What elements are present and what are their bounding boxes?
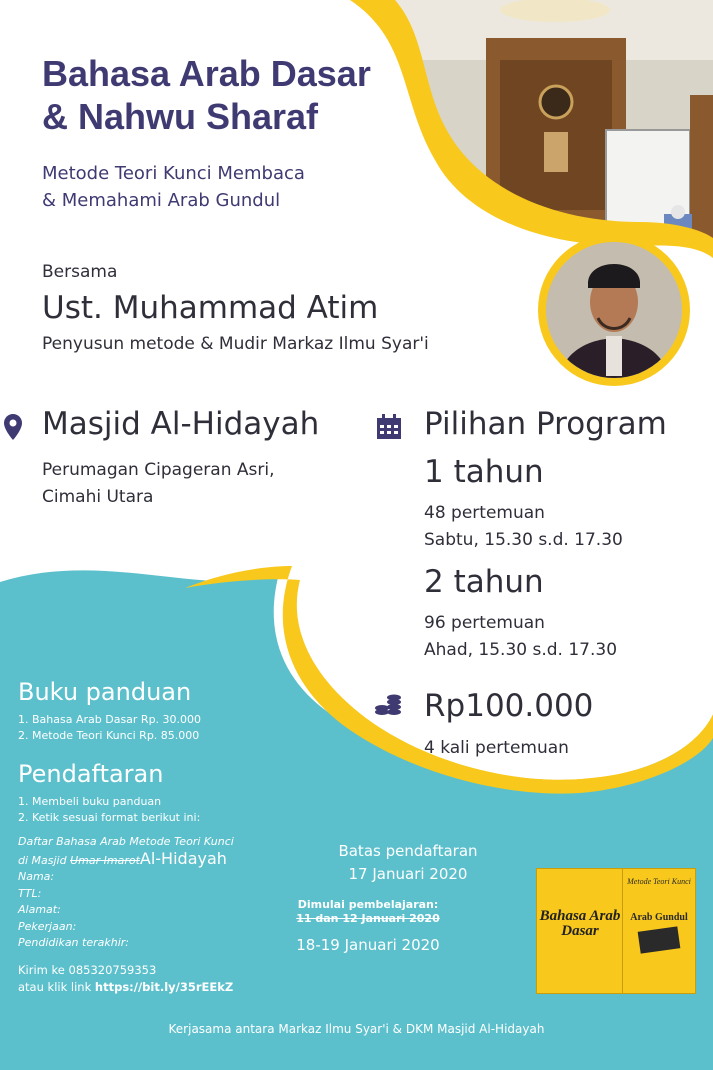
- deadline-label: Batas pendaftaran: [338, 842, 478, 860]
- location-address: [42, 457, 332, 511]
- format-field-address: Alamat:: [18, 903, 61, 916]
- books-list: [18, 712, 201, 744]
- registration-step-2: 2. Ketik sesuai format berikut ini:: [18, 811, 201, 824]
- registration-heading: Pendaftaran: [18, 760, 164, 788]
- price-note: 4 kali pertemuan: [424, 738, 569, 758]
- map-pin-icon: [4, 414, 22, 440]
- books-item-1: 1. Bahasa Arab Dasar Rp. 30.000: [18, 713, 202, 726]
- program-option-1-meetings: 48 pertemuan: [424, 503, 545, 523]
- program-option-2-schedule: Ahad, 15.30 s.d. 17.30: [424, 640, 618, 660]
- format-line-2-prefix: di Masjid: [18, 853, 67, 867]
- books-item-2: 2. Metode Teori Kunci Rp. 85.000: [18, 729, 200, 742]
- registration-steps: [18, 794, 200, 826]
- book-cover-1: [536, 868, 624, 994]
- program-option-2-details: [424, 610, 617, 664]
- program-title: Pilihan Program: [424, 406, 667, 442]
- contact-phone: Kirim ke 085320759353: [18, 963, 157, 977]
- price-amount: Rp100.000: [424, 688, 594, 724]
- book-cover-2-title: Arab Gundul: [630, 912, 688, 923]
- address-line-1: Perumagan Cipageran Asri,: [42, 460, 275, 480]
- book-cover-1-title: Bahasa Arab Dasar: [539, 908, 621, 939]
- contact-link-line: [18, 979, 233, 996]
- subtitle-line-1: Metode Teori Kunci Membaca: [42, 163, 305, 184]
- book-cover-2-image: [638, 926, 681, 953]
- speaker-name: Ust. Muhammad Atim: [42, 290, 379, 326]
- calendar-icon: [376, 414, 402, 440]
- speaker-role: Penyusun metode & Mudir Markaz Ilmu Syar'i: [42, 334, 429, 354]
- event-subtitle: [42, 160, 305, 214]
- program-option-1-schedule: Sabtu, 15.30 s.d. 17.30: [424, 530, 623, 550]
- program-option-1-name: 1 tahun: [424, 454, 544, 490]
- format-line-2-venue: Al-Hidayah: [139, 848, 227, 868]
- program-option-2-name: 2 tahun: [424, 564, 544, 600]
- books-heading: Buku panduan: [18, 678, 192, 706]
- deadline-block: [310, 840, 506, 886]
- format-line-2: [18, 848, 288, 870]
- registration-format: [18, 834, 288, 952]
- format-line-2-struck: Umar Imarot: [70, 853, 140, 867]
- registration-step-1: 1. Membeli buku panduan: [18, 795, 162, 808]
- book-cover-2-header: Metode Teori Kunci: [627, 877, 691, 886]
- deadline-date: 17 Januari 2020: [348, 865, 468, 883]
- format-field-job: Pekerjaan:: [18, 919, 77, 933]
- contact-link-prefix: atau klik link: [18, 980, 92, 994]
- format-field-ttl: TTL:: [18, 886, 42, 900]
- program-option-2-meetings: 96 pertemuan: [424, 613, 545, 633]
- title-line-2: & Nahwu Sharaf: [42, 96, 319, 137]
- event-title: [42, 52, 462, 138]
- program-option-1-details: [424, 500, 623, 554]
- format-field-education: Pendidikan terakhir:: [18, 936, 129, 949]
- start-label: Dimulai pembelajaran:: [297, 898, 439, 911]
- start-new-date: 18-19 Januari 2020: [296, 936, 440, 954]
- format-line-1: Daftar Bahasa Arab Metode Teori Kunci: [18, 835, 234, 848]
- speaker-intro: Bersama: [42, 262, 118, 282]
- address-line-2: Cimahi Utara: [42, 487, 154, 507]
- format-field-name: Nama:: [18, 870, 55, 883]
- speaker-photo: [536, 232, 692, 388]
- coins-icon: [374, 694, 402, 718]
- location-name: Masjid Al-Hidayah: [42, 406, 320, 442]
- start-old-date: 11 dan 12 Januari 2020: [296, 912, 440, 925]
- book-cover-2: [622, 868, 696, 994]
- start-block: [270, 898, 466, 926]
- contact-info: [18, 962, 233, 996]
- footer-credit: Kerjasama antara Markaz Ilmu Syar'i & DKM Masjid Al-Hidayah: [168, 1022, 545, 1036]
- title-line-1: Bahasa Arab Dasar: [42, 53, 371, 94]
- subtitle-line-2: & Memahami Arab Gundul: [42, 190, 281, 211]
- contact-link[interactable]: https://bit.ly/35rEEkZ: [94, 980, 234, 994]
